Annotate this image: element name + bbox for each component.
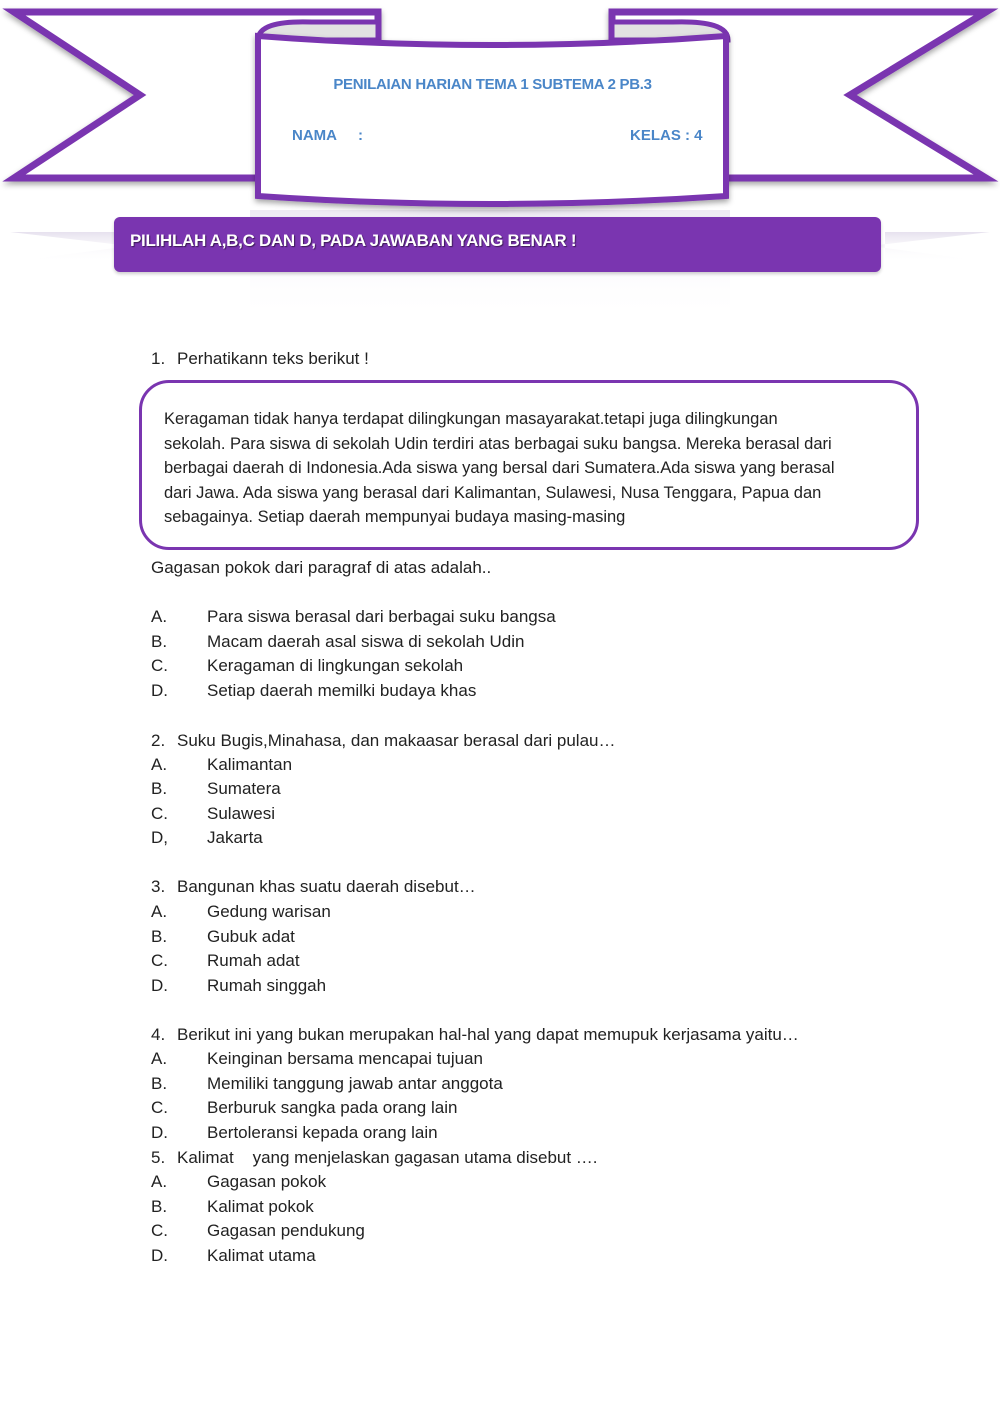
answer-option[interactable]: A. Keinginan bersama mencapai tujuan	[151, 1049, 483, 1068]
answer-option[interactable]: A. Kalimantan	[151, 755, 293, 774]
answer-option[interactable]: D. Bertoleransi kepada orang lain	[151, 1123, 438, 1142]
question-1-prompt: 1. Perhatikann teks berikut !	[151, 349, 369, 368]
answer-option[interactable]: B. Kalimat pokok	[151, 1197, 314, 1216]
answer-option[interactable]: C. Rumah adat	[151, 951, 300, 970]
answer-option[interactable]: B. Gubuk adat	[151, 927, 295, 946]
instruction-text: PILIHLAH A,B,C DAN D, PADA JAWABAN YANG BENAR !	[130, 231, 577, 250]
passage-line: Keragaman tidak hanya terdapat dilingkungan masayarakat.tetapi juga dilingkungan	[164, 410, 778, 428]
answer-option[interactable]: D. Rumah singgah	[151, 976, 327, 995]
ribbon-center-panel	[258, 36, 726, 204]
banner-ribbon	[0, 0, 1000, 330]
answer-option[interactable]: D. Setiap daerah memilki budaya khas	[151, 681, 477, 700]
instruction-banner	[114, 217, 881, 272]
page-title: PENILAIAN HARIAN TEMA 1 SUBTEMA 2 PB.3	[333, 76, 652, 93]
class-label: KELAS : 4	[630, 127, 703, 144]
answer-option[interactable]: B. Sumatera	[151, 779, 281, 798]
answer-option[interactable]: A. Gedung warisan	[151, 902, 331, 921]
reading-passage	[164, 407, 904, 530]
name-colon: :	[358, 127, 363, 144]
reading-passage-box	[139, 380, 919, 550]
question-1-text: Gagasan pokok dari paragraf di atas adalah..	[151, 558, 492, 577]
name-label: NAMA	[292, 127, 337, 144]
answer-option[interactable]: B. Macam daerah asal siswa di sekolah Udin	[151, 632, 525, 651]
passage-line: berbagai daerah di Indonesia.Ada siswa yang bersal dari Sumatera.Ada siswa yang berasal	[164, 459, 835, 477]
answer-option[interactable]: D. Kalimat utama	[151, 1246, 316, 1265]
question-2-prompt: 2. Suku Bugis,Minahasa, dan makaasar berasal dari pulau…	[151, 731, 616, 750]
passage-line: dari Jawa. Ada siswa yang berasal dari Kalimantan, Sulawesi, Nusa Tenggara, Papua dan	[164, 483, 822, 502]
question-3-prompt: 3. Bangunan khas suatu daerah disebut…	[151, 877, 476, 896]
answer-option[interactable]: C. Sulawesi	[151, 804, 276, 823]
question-5-prompt: 5. Kalimat yang menjelaskan gagasan utama disebut ….	[151, 1148, 598, 1167]
answer-option[interactable]: C. Keragaman di lingkungan sekolah	[151, 656, 464, 675]
answer-option[interactable]: D, Jakarta	[151, 828, 263, 847]
answer-option[interactable]: A. Para siswa berasal dari berbagai suku bangsa	[151, 607, 556, 626]
question-4-prompt: 4. Berikut ini yang bukan merupakan hal-hal yang dapat memupuk kerjasama yaitu…	[151, 1025, 799, 1044]
answer-option[interactable]: C. Gagasan pendukung	[151, 1221, 365, 1240]
answer-option[interactable]: B. Memiliki tanggung jawab antar anggota	[151, 1074, 503, 1093]
passage-line: sekolah. Para siswa di sekolah Udin terdiri atas berbagai suku bangsa. Mereka berasal dari	[164, 434, 832, 453]
passage-line: sebagainya. Setiap daerah mempunyai budaya masing-masing	[164, 508, 626, 526]
answer-option[interactable]: A. Gagasan pokok	[151, 1172, 327, 1191]
answer-option[interactable]: C. Berburuk sangka pada orang lain	[151, 1098, 458, 1117]
